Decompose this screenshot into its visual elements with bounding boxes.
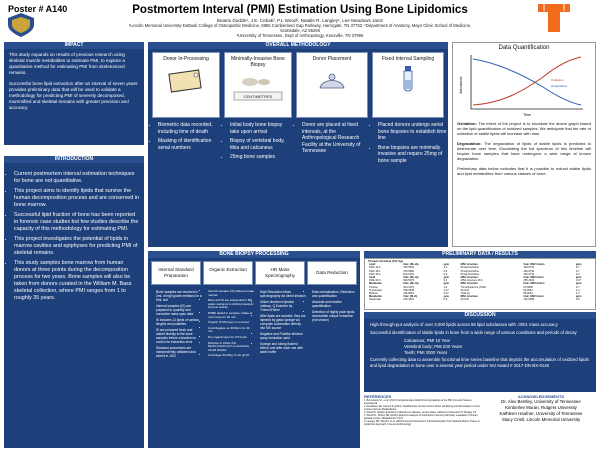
results-cell: 736.5004 <box>403 266 415 270</box>
bone-sample-icon <box>230 70 286 104</box>
results-table <box>368 263 592 301</box>
results-cell: MS2 structure <box>460 263 478 267</box>
results-cell: Calc. [M-H]- <box>403 295 418 299</box>
step-bullet: • Bone biopsies are minimally invasive and require 25mg of bone sample <box>378 145 447 165</box>
biopsy-step-organic-extraction <box>203 261 253 285</box>
results-row <box>368 298 592 301</box>
bone-biopsy-heading: BONE BIOPSY PROCESSING <box>148 251 360 258</box>
step-bone-biopsy <box>224 52 292 118</box>
reference-item: 2. Donaldson AE, Lamont IL (2014). Metabolomics of post-mortem blood: identifying potential markers of post-mortem interval. Metabolomics <box>364 405 481 411</box>
ruler-label: CENTIMETRES <box>243 94 273 99</box>
results-cell: Glutamate <box>369 298 381 302</box>
ut-logo <box>536 2 572 34</box>
results-cell: Calc. MS2 Anion <box>523 276 544 280</box>
ack-name: Kathleen Haufner, University of Tennessee <box>499 411 583 416</box>
biopsy-bullet: • Dissolve in 150uL IPA: MeOH:CHCl3 (4:2:1) containing 15mM NH4AC <box>208 342 254 353</box>
reference-item: 1. Bornemann M., et al. (2014) Comprehensive Multi-Omics Approaches to the PMI. Forensic Science International <box>364 399 472 405</box>
discussion-list-2 <box>364 357 592 369</box>
results-cell: MS2 structure <box>460 276 478 280</box>
step-bullets-1 <box>223 122 293 164</box>
results-cell: ppm <box>443 263 450 267</box>
authors: Beatrix Dudzik¹, J.E. Cebak², P.L Wood², Natalie R. Langley¹, Lee Meadows Jantz <box>216 18 384 23</box>
biopsy-step-title: Data Reduction <box>316 270 348 275</box>
step-bullet: • Initial body bone biopsy take upon arrival <box>230 122 293 135</box>
step-bullet: • Donor are placed at fixed intervals, at the Anthropological Research Facility at the University of Tennessee <box>302 122 369 155</box>
results-cell: MS2 structure 16:0 <box>460 279 483 283</box>
results-cell: 118.0863 <box>403 292 414 296</box>
author-block <box>120 18 480 38</box>
step-title: Donor In-Processing <box>163 56 209 62</box>
results-cell: 0.7 <box>575 269 580 273</box>
biopsy-step-internal-standard <box>151 261 201 285</box>
biopsy-bullet: • IS includes 12 lipids of various lengths and polarities <box>156 318 202 326</box>
biopsy-bullets-2 <box>254 290 306 356</box>
reference-item: 5. Langley NR, Wood P, et al. (2019) Forensic Postmortem Interval Estimation from Skeletal Muscle Tissue: A Lipidomics Approach. Forensic Anthropology <box>364 420 480 426</box>
step-bullet: • Biometric data recorded, including time of death <box>158 122 221 135</box>
results-cell: Calc. [M+H]+ <box>403 263 419 267</box>
results-cell: 0.5 <box>443 298 448 302</box>
results-cell: 0.27 <box>575 279 581 283</box>
impact-heading: IMPACT <box>4 42 144 49</box>
biopsy-bullet: • Negative and Positive electron spray ionization used <box>260 332 306 340</box>
results-cell: ppm <box>575 276 582 280</box>
biopsy-bullet: • Organic (TOP) layer is removed <box>208 321 254 325</box>
results-cell: 0.8 <box>575 298 580 302</box>
biopsy-bullet: • High Resolution Mass spectrography via direct infusion <box>260 290 306 298</box>
results-cell: ppm <box>443 276 450 280</box>
biopsy-bullet: • Dry organic layer for 3.5 hours <box>208 336 254 340</box>
biopsy-bullet: • Bone and IS are suspended in MS grade methanol to inhibit proteolytic enzyme activity <box>208 299 254 310</box>
results-cell: 0.3 <box>575 272 580 276</box>
biopsy-bullet: • Bone samples are received in 2mL of high grade methanol in a 5mL vial <box>156 290 202 302</box>
discussion-bullet: • Successful identification of stable lipids in bone from a wide range of various conditions and periods of decay <box>370 330 592 336</box>
intro-bullet: • This study samples bone marrow from human donors at three points during the decomposition process for two years. Bone samples will also be taken from donors curated in the William M. Bass skeletal collection, where PMI ranges from 1 to roughly 35 years. <box>14 260 140 302</box>
impact-paragraph-1: This study expands on results of previous research using skeletal muscle metabolites to estimate PMI, to explore a quantitative method for estimating PMI from skeletonized remains. <box>9 52 125 75</box>
impact-paragraph-2: Successful bone lipid extraction after an interval of seven years provides preliminary data that will be used to validate a methodology for predicting PMI of severely decomposed, mummified and skeletal remains with greater precision and accuracy. <box>9 81 138 110</box>
results-cell: PtdE 32:0 <box>369 279 381 283</box>
step-donor-in-processing <box>152 52 220 118</box>
reference-item: 3. Wood PL (2012) Lipidomics of Alzheimer's disease: current status. Alzheimer's Research & Therapy 4:5 <box>364 411 477 414</box>
biopsy-step-hr-mass-spec <box>255 261 305 285</box>
results-cell: 814.6202 <box>403 272 415 276</box>
degradation-curve <box>473 59 581 105</box>
discussion-sub-item: Vertebral body; PMI 200 Years <box>404 344 463 349</box>
results-cell: Lipid <box>369 263 376 267</box>
results-cell: Betaine <box>369 292 378 296</box>
results-cell: PtdC 36:1 <box>369 269 381 273</box>
results-cell: 104.1070 <box>403 285 415 289</box>
biopsy-bullet: • Standard procedures are independently validated and stored in -80C <box>156 346 202 358</box>
ack-name: Dr. Alex Bentley, University of Tennessee <box>501 399 581 404</box>
quantification-chart <box>453 51 593 119</box>
results-cell: 184.0733 <box>523 269 535 273</box>
biopsy-bullet: • MTBE added to samples; shake at room temp for 30 min <box>208 312 254 319</box>
results-cell: Metabolite <box>369 295 382 299</box>
step-title: Donor Placement <box>312 56 352 62</box>
chart-xlabel: Time <box>523 113 531 117</box>
body-placement-icon <box>312 68 352 96</box>
poster-number: Poster # A140 <box>8 4 68 14</box>
results-cell: ppm <box>443 295 450 299</box>
introduction-heading: INTRODUCTION <box>4 156 144 163</box>
step-bullets-2 <box>295 122 369 158</box>
results-cell: Calc. [M+H]+ <box>403 276 419 280</box>
results-cell: Lipid <box>369 276 376 280</box>
results-cell: 0.7 <box>575 285 580 289</box>
biopsy-step-data-reduction <box>307 261 357 285</box>
discussion-sublist <box>364 338 592 356</box>
step-bullets-0 <box>151 122 221 154</box>
results-cell: 0.7 <box>575 266 580 270</box>
oxidation-label: Oxidation: <box>457 121 477 126</box>
degradation-text: The degradation of lipids of stable lipids is predicted to deteriorate over time. Elucidating the full spectrum of this timeline will require bone samples that have undergone a wide range of known degradation. <box>457 141 592 161</box>
discussion-sub-item: Teeth; PMI 2000 Years <box>404 350 448 355</box>
legend-degradation: Degradation <box>551 84 568 88</box>
biopsy-bullet: • Internal samples (IS) added to bone marrow <box>208 290 254 297</box>
university-logo <box>6 12 36 38</box>
step-title: Fixed Interval Sampling <box>381 56 435 62</box>
biopsy-step-title: Internal Standard Preparation <box>158 267 194 278</box>
data-quantification-panel <box>452 42 596 247</box>
methodology-heading: OVERALL METHODOLOGY <box>148 42 448 49</box>
discussion-sub-item: Calcaneus; PMI 10 Year <box>404 338 451 343</box>
intro-bullet: • This project investigates the potential of lipids in marrow cavities and epiphyses for predicting PMI of skeletal remains. <box>14 236 140 257</box>
results-cell: Tryptophan <box>369 288 383 292</box>
results-cell: 0.6 <box>443 269 448 273</box>
biopsy-bullet: • After lipids are isolated, they are injected by glass syringe via computer automation directly into MS source <box>260 314 306 330</box>
sample-vial-icon <box>396 64 420 94</box>
introduction-list <box>6 171 140 302</box>
ack-name: Kimberlee Moran, Rutgers University <box>505 405 577 410</box>
biopsy-bullet: • Centrifugation at 4000rpm for 30 min <box>208 327 254 334</box>
results-cell: 1.07 <box>443 288 449 292</box>
results-cell: Phosphocholine <box>460 266 480 270</box>
results-cell: 138.0548 <box>403 288 415 292</box>
affiliation-1: ¹Lincoln Memorial University-DeBusk College of Osteopathic Medicine, 6965 Cumberland Gap Parkway, Harrogate, TN 37752; ²Department of Anatomy, Mayo Clinic School of Medicine, Scottsdale, AZ 85259 <box>128 23 472 33</box>
results-cell: MS2 structure <box>460 295 478 299</box>
step-donor-placement <box>296 52 368 118</box>
impact-panel <box>4 49 144 145</box>
results-cell: ppm <box>575 263 582 267</box>
results-cell: 1.2 <box>575 292 580 296</box>
biopsy-bullet: • Data normalization, Reduction and quantification <box>312 290 358 298</box>
biopsy-bullets-0 <box>150 290 202 360</box>
discussion-bullet: • High through-put analysis of over 3,000 lipids across 56 lipid subclasses with .0001 mass accuracy <box>370 322 592 328</box>
degradation-paragraph <box>453 141 595 161</box>
results-cell: ppm <box>575 295 582 299</box>
poster-title: Postmortem Interval (PMI) Estimation Using Bone Lipidomics <box>132 4 468 16</box>
results-cell: MS2 structure <box>460 282 478 286</box>
step-bullets-3 <box>371 122 447 167</box>
results-cell: 184.0733 <box>523 272 535 276</box>
discussion-bullet: • Currently collecting data to assemble functional time series baseline that depicts the accumulation of oxidized lipids and lipid degradation in bone over a several year period under NIJ Award # 2017-DN-BX-0146 <box>370 357 592 369</box>
results-cell: 760.5860 <box>403 269 415 273</box>
results-cell: Trimethylamine (TMA) <box>460 285 487 289</box>
results-panel <box>364 258 596 310</box>
results-cell: M-CO2 <box>460 288 469 292</box>
reference-item: 4. Wood PL, Shirley NR (2013) Lipidomics analysis of postmortem interval: preliminary evaluation of human skeletal muscle. Metabolomics 3:127 <box>364 414 478 420</box>
acknowledgements-block <box>486 394 596 448</box>
results-cell: Calc. MS2 Anion <box>523 295 544 299</box>
step-bullet: • Biopsy of vertebral body, tibia and calcaneus <box>230 138 293 151</box>
results-heading: PRELIMINARY DATA / RESULTS <box>364 251 596 258</box>
introduction-panel <box>4 163 144 448</box>
results-cell: 184.0733 <box>523 266 535 270</box>
affiliation-2: ³University of Tennessee, Dept of Anthropology, Knoxville, TN 37996 <box>236 33 364 38</box>
intro-bullet: • Current postmortem interval estimation techniques for bone are not quantitative. <box>14 171 140 185</box>
results-cell: 1.6 <box>443 285 448 289</box>
legend-oxidation: Oxidation <box>551 78 564 82</box>
intro-bullet: • Successful lipid fraction of bone has been reported in forensic case studies but few studies describe the capacity of this methodology for estimating PMI. <box>14 212 140 233</box>
acknowledgements-heading: ACKNOWLEDGEMENTS <box>517 394 565 399</box>
step-fixed-interval-sampling <box>372 52 444 118</box>
results-cell: 94.0651 <box>523 288 533 292</box>
biopsy-bullets-3 <box>306 290 358 324</box>
biopsy-bullet: • Internal samples (IS) are prepared to quantify and normalize mass spec data <box>156 304 202 316</box>
results-cell: 60.0808 <box>523 285 533 289</box>
results-cell: PtdC 34:0 <box>369 266 381 270</box>
results-cell: 58.0651 <box>523 292 533 296</box>
step-title: Minimally-Invasive Bone Biopsy <box>231 56 285 68</box>
oxidation-curve <box>473 57 581 105</box>
results-cell: PtdC 36:2 <box>369 272 381 276</box>
results-cell: Calc. MS2 Cation <box>523 263 545 267</box>
biopsy-bullet: • Detection of highly polar lipids necessitate unique extraction (not shown) <box>312 310 358 322</box>
discussion-list <box>364 322 592 336</box>
results-cell: 0.07 <box>443 292 449 296</box>
biopsy-bullet: • Centrifuge 30,000g, 5 min @ RT <box>208 354 254 358</box>
chart-ylabel: Abundance <box>459 76 463 94</box>
results-cell: 1.0 <box>443 266 448 270</box>
results-cell: Metabolite <box>369 282 382 286</box>
results-cell: Calc. [M+H]+ <box>403 282 419 286</box>
discussion-panel <box>364 319 596 392</box>
results-cell: 690.5078 <box>403 279 415 283</box>
data-quantification-title: Data Quantification <box>498 45 550 51</box>
results-cell: ppm <box>443 282 450 286</box>
results-cell: 1.4 <box>575 288 580 292</box>
results-cell: M-CO2 <box>460 298 469 302</box>
ack-name: Stacy Criell, Lincoln Memorial University <box>501 417 581 422</box>
biopsy-step-title: Organic Extraction <box>209 267 247 272</box>
preliminary-paragraph: Preliminary data below indicates that it is possible to extract stable lipids and lipid metabolites from various classes of bone. <box>457 166 591 176</box>
results-cell: 0.6 <box>443 272 448 276</box>
results-cell: ppm <box>575 282 582 286</box>
degradation-label: Degradation: <box>457 141 482 146</box>
step-bullet: • Placed donors undergo serial bone biopsies to establish time line <box>378 122 447 142</box>
biopsy-bullet: • Utilize direction injection orbitrap, Q Exactive by ThermoFisher <box>260 300 306 312</box>
biopsy-bullets-1 <box>202 290 254 360</box>
results-cell: Calc. MS2 Cation <box>523 282 545 286</box>
biopsy-bullet: • IS are prepared fresh and added directly to the bone samples before extraction to control for extraction error <box>156 328 202 344</box>
results-cell: TMA-15 <box>460 292 470 296</box>
biopsy-bullet: • Syringe and tubing flushed before and after each use with wash buffer <box>260 342 306 354</box>
results-cell: Choline <box>369 285 378 289</box>
results-cell: 102.0555 <box>523 298 535 302</box>
results-caption: Thoracic Vertebrae (150 mg) <box>368 260 403 263</box>
results-cell: 146.4632 <box>403 298 415 302</box>
oxidation-paragraph <box>453 121 595 136</box>
results-cell: 0.3 <box>443 279 448 283</box>
results-cell: 255.2320 <box>523 279 535 283</box>
oxidation-text: The intent of the project is to elucidate the above graph based on the lipid quantification of oxidized samples. We anticipate that the rate of oxidation of stable lipids will increase with time. <box>457 121 591 136</box>
intro-bullet: • This project aims to identify lipids that survive the human decomposition process and are conserved in bone marrow. <box>14 188 140 209</box>
step-bullet: • 25mg bone samples <box>230 154 293 161</box>
references-block <box>364 394 484 448</box>
results-cell: Phosphocholine <box>460 269 480 273</box>
results-cell: Phosphocholine <box>460 272 480 276</box>
biopsy-step-title: HR Mass Spectrography <box>265 267 295 278</box>
id-tag-icon <box>166 66 206 94</box>
references-heading: REFERENCES <box>364 394 392 399</box>
discussion-heading: DISCUSSION <box>364 312 596 319</box>
step-bullet: • Masking of identification serial numbers <box>158 138 221 151</box>
biopsy-bullet: • Absolute and relative quantification <box>312 300 358 308</box>
